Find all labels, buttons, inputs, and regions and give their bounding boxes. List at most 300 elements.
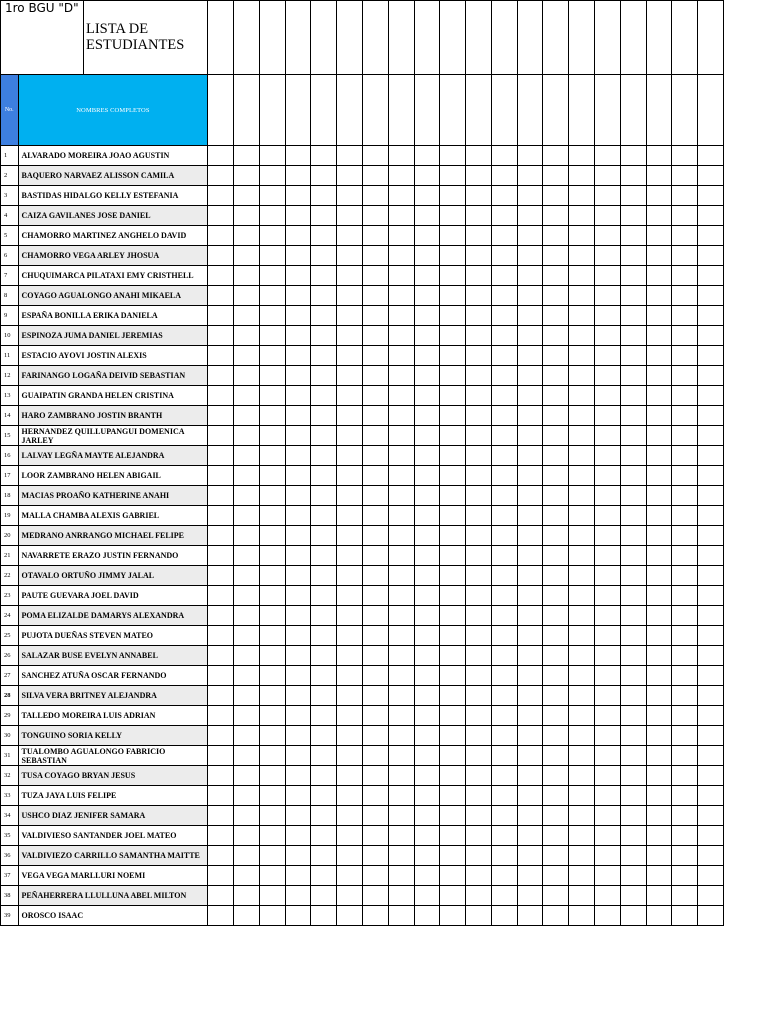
grade-cell[interactable] [517,166,543,186]
header-grid-cell[interactable] [491,75,517,146]
grade-cell[interactable] [362,606,388,626]
grade-cell[interactable] [259,666,285,686]
grade-cell[interactable] [595,726,621,746]
grade-cell[interactable] [698,166,724,186]
grade-cell[interactable] [388,666,414,686]
grade-cell[interactable] [569,706,595,726]
grade-cell[interactable] [646,806,672,826]
grade-cell[interactable] [311,366,337,386]
grade-cell[interactable] [414,606,440,626]
grade-cell[interactable] [440,426,466,446]
grade-cell[interactable] [620,626,646,646]
grade-cell[interactable] [362,466,388,486]
header-grid-cell[interactable] [337,75,363,146]
grade-cell[interactable] [569,206,595,226]
grade-cell[interactable] [259,506,285,526]
grade-cell[interactable] [466,386,492,406]
grade-cell[interactable] [414,366,440,386]
grade-cell[interactable] [672,766,698,786]
grade-cell[interactable] [259,186,285,206]
grade-cell[interactable] [285,266,311,286]
grade-cell[interactable] [362,866,388,886]
grade-cell[interactable] [646,486,672,506]
grade-cell[interactable] [337,406,363,426]
grade-cell[interactable] [517,586,543,606]
grade-cell[interactable] [595,846,621,866]
grade-cell[interactable] [388,146,414,166]
grade-cell[interactable] [362,526,388,546]
grade-cell[interactable] [672,666,698,686]
grade-cell[interactable] [698,766,724,786]
grade-cell[interactable] [311,486,337,506]
grade-cell[interactable] [466,326,492,346]
grade-cell[interactable] [543,526,569,546]
grade-cell[interactable] [646,306,672,326]
grade-cell[interactable] [517,886,543,906]
grade-cell[interactable] [543,426,569,446]
grade-cell[interactable] [569,506,595,526]
grade-cell[interactable] [517,386,543,406]
grade-cell[interactable] [208,206,234,226]
grade-cell[interactable] [543,586,569,606]
grade-cell[interactable] [491,266,517,286]
grade-cell[interactable] [208,266,234,286]
grade-cell[interactable] [362,906,388,926]
grade-cell[interactable] [234,486,260,506]
grade-cell[interactable] [620,146,646,166]
grade-cell[interactable] [414,766,440,786]
grade-cell[interactable] [517,866,543,886]
grade-cell[interactable] [466,626,492,646]
grade-cell[interactable] [698,586,724,606]
grade-cell[interactable] [698,206,724,226]
grade-cell[interactable] [466,846,492,866]
grade-cell[interactable] [285,906,311,926]
grade-cell[interactable] [698,466,724,486]
grade-cell[interactable] [337,206,363,226]
grade-cell[interactable] [208,766,234,786]
grade-cell[interactable] [362,486,388,506]
grade-cell[interactable] [440,886,466,906]
grade-cell[interactable] [362,846,388,866]
grade-cell[interactable] [646,246,672,266]
grade-cell[interactable] [414,386,440,406]
grade-cell[interactable] [569,746,595,766]
grade-cell[interactable] [208,726,234,746]
grade-cell[interactable] [491,546,517,566]
grade-cell[interactable] [569,306,595,326]
grade-cell[interactable] [491,486,517,506]
grade-cell[interactable] [620,746,646,766]
grade-cell[interactable] [440,546,466,566]
grade-cell[interactable] [388,466,414,486]
grade-cell[interactable] [440,526,466,546]
grade-cell[interactable] [414,646,440,666]
grade-cell[interactable] [285,346,311,366]
grade-cell[interactable] [285,446,311,466]
grade-cell[interactable] [595,526,621,546]
grade-cell[interactable] [285,606,311,626]
grade-cell[interactable] [466,286,492,306]
grade-cell[interactable] [646,366,672,386]
grade-cell[interactable] [672,346,698,366]
grade-cell[interactable] [440,246,466,266]
grade-cell[interactable] [414,326,440,346]
grade-cell[interactable] [285,466,311,486]
grade-cell[interactable] [620,526,646,546]
grade-cell[interactable] [491,226,517,246]
grade-cell[interactable] [620,906,646,926]
grade-cell[interactable] [698,706,724,726]
header-grid-cell[interactable] [285,75,311,146]
grade-cell[interactable] [646,566,672,586]
grade-cell[interactable] [440,346,466,366]
grade-cell[interactable] [362,166,388,186]
grade-cell[interactable] [543,546,569,566]
grade-cell[interactable] [466,566,492,586]
grade-cell[interactable] [337,886,363,906]
grade-cell[interactable] [234,406,260,426]
grade-cell[interactable] [285,626,311,646]
grade-cell[interactable] [646,206,672,226]
grade-cell[interactable] [595,506,621,526]
grade-cell[interactable] [234,186,260,206]
grade-cell[interactable] [698,806,724,826]
grade-cell[interactable] [595,326,621,346]
grade-cell[interactable] [646,386,672,406]
grade-cell[interactable] [362,146,388,166]
grade-cell[interactable] [259,306,285,326]
grade-cell[interactable] [466,526,492,546]
grade-cell[interactable] [208,446,234,466]
grade-cell[interactable] [620,266,646,286]
grade-cell[interactable] [698,626,724,646]
grade-cell[interactable] [311,646,337,666]
grade-cell[interactable] [311,806,337,826]
grade-cell[interactable] [491,806,517,826]
grade-cell[interactable] [595,426,621,446]
grade-cell[interactable] [595,786,621,806]
grade-cell[interactable] [620,686,646,706]
grade-cell[interactable] [259,246,285,266]
grade-cell[interactable] [311,706,337,726]
grade-cell[interactable] [234,206,260,226]
grade-cell[interactable] [698,546,724,566]
grade-cell[interactable] [569,246,595,266]
grade-cell[interactable] [208,506,234,526]
grade-cell[interactable] [543,806,569,826]
grade-cell[interactable] [595,626,621,646]
grade-cell[interactable] [337,826,363,846]
title-grid-cell[interactable] [491,1,517,75]
grade-cell[interactable] [259,226,285,246]
title-grid-cell[interactable] [440,1,466,75]
grade-cell[interactable] [543,766,569,786]
grade-cell[interactable] [569,626,595,646]
grade-cell[interactable] [646,686,672,706]
grade-cell[interactable] [337,766,363,786]
grade-cell[interactable] [620,446,646,466]
grade-cell[interactable] [698,686,724,706]
grade-cell[interactable] [569,906,595,926]
grade-cell[interactable] [466,366,492,386]
grade-cell[interactable] [208,566,234,586]
grade-cell[interactable] [569,406,595,426]
grade-cell[interactable] [362,266,388,286]
grade-cell[interactable] [466,666,492,686]
title-grid-cell[interactable] [517,1,543,75]
grade-cell[interactable] [414,346,440,366]
grade-cell[interactable] [491,326,517,346]
grade-cell[interactable] [517,566,543,586]
grade-cell[interactable] [388,686,414,706]
grade-cell[interactable] [517,686,543,706]
grade-cell[interactable] [698,186,724,206]
grade-cell[interactable] [646,446,672,466]
grade-cell[interactable] [208,866,234,886]
grade-cell[interactable] [517,706,543,726]
grade-cell[interactable] [259,146,285,166]
grade-cell[interactable] [208,346,234,366]
grade-cell[interactable] [672,746,698,766]
grade-cell[interactable] [259,786,285,806]
grade-cell[interactable] [620,706,646,726]
grade-cell[interactable] [234,606,260,626]
grade-cell[interactable] [337,226,363,246]
grade-cell[interactable] [466,306,492,326]
grade-cell[interactable] [285,846,311,866]
grade-cell[interactable] [311,506,337,526]
grade-cell[interactable] [491,306,517,326]
grade-cell[interactable] [517,466,543,486]
grade-cell[interactable] [698,306,724,326]
grade-cell[interactable] [569,846,595,866]
grade-cell[interactable] [569,826,595,846]
grade-cell[interactable] [388,646,414,666]
grade-cell[interactable] [208,286,234,306]
grade-cell[interactable] [337,146,363,166]
grade-cell[interactable] [234,366,260,386]
grade-cell[interactable] [466,866,492,886]
grade-cell[interactable] [569,386,595,406]
grade-cell[interactable] [259,646,285,666]
grade-cell[interactable] [208,686,234,706]
grade-cell[interactable] [388,286,414,306]
grade-cell[interactable] [517,906,543,926]
grade-cell[interactable] [491,746,517,766]
grade-cell[interactable] [285,786,311,806]
grade-cell[interactable] [259,346,285,366]
grade-cell[interactable] [543,306,569,326]
title-grid-cell[interactable] [569,1,595,75]
header-grid-cell[interactable] [440,75,466,146]
grade-cell[interactable] [414,166,440,186]
grade-cell[interactable] [595,346,621,366]
grade-cell[interactable] [646,586,672,606]
header-grid-cell[interactable] [569,75,595,146]
grade-cell[interactable] [362,386,388,406]
grade-cell[interactable] [595,586,621,606]
grade-cell[interactable] [620,786,646,806]
grade-cell[interactable] [234,666,260,686]
grade-cell[interactable] [362,286,388,306]
grade-cell[interactable] [466,766,492,786]
grade-cell[interactable] [440,806,466,826]
grade-cell[interactable] [234,306,260,326]
grade-cell[interactable] [595,446,621,466]
grade-cell[interactable] [208,786,234,806]
grade-cell[interactable] [672,506,698,526]
grade-cell[interactable] [414,906,440,926]
grade-cell[interactable] [569,466,595,486]
grade-cell[interactable] [337,346,363,366]
grade-cell[interactable] [543,286,569,306]
grade-cell[interactable] [620,386,646,406]
grade-cell[interactable] [698,386,724,406]
grade-cell[interactable] [388,706,414,726]
grade-cell[interactable] [234,586,260,606]
grade-cell[interactable] [337,686,363,706]
grade-cell[interactable] [517,426,543,446]
grade-cell[interactable] [543,606,569,626]
grade-cell[interactable] [311,666,337,686]
grade-cell[interactable] [466,586,492,606]
grade-cell[interactable] [311,466,337,486]
grade-cell[interactable] [543,706,569,726]
grade-cell[interactable] [620,646,646,666]
grade-cell[interactable] [466,726,492,746]
grade-cell[interactable] [698,226,724,246]
grade-cell[interactable] [491,886,517,906]
grade-cell[interactable] [285,726,311,746]
grade-cell[interactable] [259,566,285,586]
grade-cell[interactable] [388,246,414,266]
grade-cell[interactable] [234,726,260,746]
grade-cell[interactable] [543,646,569,666]
grade-cell[interactable] [311,846,337,866]
grade-cell[interactable] [646,786,672,806]
grade-cell[interactable] [543,726,569,746]
grade-cell[interactable] [337,526,363,546]
grade-cell[interactable] [311,886,337,906]
grade-cell[interactable] [388,726,414,746]
grade-cell[interactable] [414,186,440,206]
grade-cell[interactable] [414,226,440,246]
grade-cell[interactable] [337,326,363,346]
grade-cell[interactable] [491,786,517,806]
grade-cell[interactable] [569,346,595,366]
grade-cell[interactable] [543,146,569,166]
grade-cell[interactable] [620,546,646,566]
grade-cell[interactable] [517,806,543,826]
grade-cell[interactable] [569,226,595,246]
grade-cell[interactable] [440,406,466,426]
grade-cell[interactable] [672,886,698,906]
grade-cell[interactable] [595,746,621,766]
grade-cell[interactable] [646,506,672,526]
grade-cell[interactable] [491,626,517,646]
grade-cell[interactable] [285,306,311,326]
grade-cell[interactable] [414,486,440,506]
grade-cell[interactable] [595,286,621,306]
grade-cell[interactable] [543,906,569,926]
grade-cell[interactable] [646,326,672,346]
grade-cell[interactable] [311,246,337,266]
grade-cell[interactable] [234,286,260,306]
grade-cell[interactable] [285,206,311,226]
grade-cell[interactable] [595,826,621,846]
grade-cell[interactable] [569,606,595,626]
grade-cell[interactable] [259,526,285,546]
grade-cell[interactable] [234,266,260,286]
grade-cell[interactable] [259,586,285,606]
grade-cell[interactable] [698,486,724,506]
grade-cell[interactable] [595,646,621,666]
grade-cell[interactable] [259,166,285,186]
grade-cell[interactable] [646,346,672,366]
grade-cell[interactable] [698,606,724,626]
grade-cell[interactable] [646,466,672,486]
title-grid-cell[interactable] [620,1,646,75]
grade-cell[interactable] [234,706,260,726]
grade-cell[interactable] [311,206,337,226]
grade-cell[interactable] [311,306,337,326]
grade-cell[interactable] [337,246,363,266]
grade-cell[interactable] [285,546,311,566]
grade-cell[interactable] [620,866,646,886]
title-grid-cell[interactable] [208,1,234,75]
grade-cell[interactable] [646,846,672,866]
grade-cell[interactable] [388,546,414,566]
header-grid-cell[interactable] [543,75,569,146]
grade-cell[interactable] [620,166,646,186]
grade-cell[interactable] [620,846,646,866]
grade-cell[interactable] [388,366,414,386]
grade-cell[interactable] [646,226,672,246]
grade-cell[interactable] [595,546,621,566]
grade-cell[interactable] [698,426,724,446]
grade-cell[interactable] [543,566,569,586]
grade-cell[interactable] [414,206,440,226]
title-grid-cell[interactable] [311,1,337,75]
grade-cell[interactable] [698,566,724,586]
grade-cell[interactable] [388,906,414,926]
header-grid-cell[interactable] [672,75,698,146]
grade-cell[interactable] [466,406,492,426]
grade-cell[interactable] [569,286,595,306]
grade-cell[interactable] [208,306,234,326]
grade-cell[interactable] [362,686,388,706]
grade-cell[interactable] [311,906,337,926]
grade-cell[interactable] [337,626,363,646]
grade-cell[interactable] [337,446,363,466]
grade-cell[interactable] [672,686,698,706]
grade-cell[interactable] [414,526,440,546]
grade-cell[interactable] [569,726,595,746]
grade-cell[interactable] [259,286,285,306]
grade-cell[interactable] [543,326,569,346]
grade-cell[interactable] [414,406,440,426]
grade-cell[interactable] [337,846,363,866]
grade-cell[interactable] [646,886,672,906]
header-grid-cell[interactable] [208,75,234,146]
grade-cell[interactable] [259,766,285,786]
grade-cell[interactable] [259,846,285,866]
grade-cell[interactable] [285,426,311,446]
grade-cell[interactable] [517,286,543,306]
grade-cell[interactable] [491,506,517,526]
grade-cell[interactable] [362,546,388,566]
